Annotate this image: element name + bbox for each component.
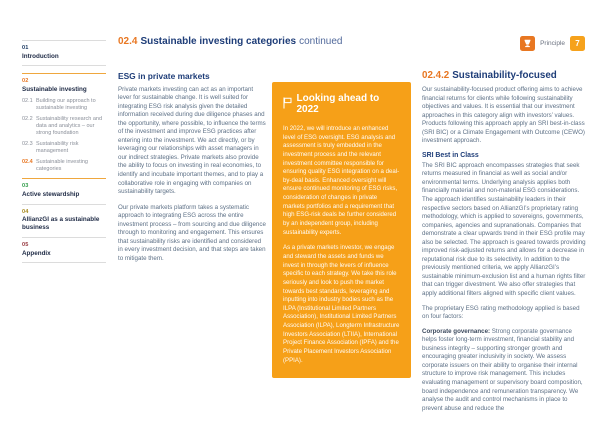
sidebar-subitem-risk-management[interactable] — [22, 141, 106, 156]
sidebar-item-appendix[interactable] — [22, 238, 106, 262]
sidebar-subitem-research-data[interactable] — [22, 116, 106, 138]
page-title-suffix: continued — [299, 36, 343, 47]
page-title — [118, 36, 342, 47]
sustainability-focused-section — [422, 70, 586, 419]
section-number: 01 — [22, 45, 29, 51]
section-label: Introduction — [22, 52, 59, 60]
callout-header — [283, 93, 400, 115]
subsection-label: Sustainability research and data and analytics – our strong foundation — [36, 115, 103, 137]
sri-best-in-class-heading: SRI Best in Class — [422, 151, 479, 159]
principle-number-badge: 7 — [570, 36, 585, 51]
subsection-number: 02.3 — [22, 140, 33, 147]
corporate-governance-lead: Corporate governance: — [422, 327, 491, 335]
sidebar-item-sustainable-investing[interactable] — [22, 74, 106, 178]
section-label: Active stewardship — [22, 190, 80, 198]
page-title-text: Sustainable investing categories — [140, 36, 297, 47]
esg-private-markets-section — [118, 71, 266, 270]
sidebar-item-introduction[interactable] — [22, 41, 106, 65]
divider — [22, 262, 106, 263]
subsection-heading-number: 02.4.2 — [422, 70, 450, 81]
principle-badge — [520, 36, 585, 51]
spacer — [22, 66, 106, 73]
sustainability-focused-intro: Our sustainability-focused product offering aims to achieve financial returns for clients while following sustainability objectives and values. It is essential that our investment approaches in this category align with investors’ values. Products following this approach apply an SRI best-in-class (SRI BIC) or a Climate Engagement with Outcome (CEWO) investment approach. — [422, 86, 585, 145]
corporate-governance-paragraph — [422, 328, 586, 413]
section-label: Appendix — [22, 249, 51, 257]
section-number: 02 — [22, 78, 29, 85]
toc-sidebar — [22, 40, 106, 263]
subsection-number: 02.2 — [22, 115, 33, 122]
principle-icon — [520, 36, 535, 51]
section-number: 04 — [22, 208, 29, 215]
subsection-list — [22, 98, 106, 174]
callout-title: Looking ahead to 2022 — [296, 93, 380, 115]
section-number: 05 — [22, 242, 29, 249]
section-number: 03 — [22, 183, 29, 190]
corporate-governance-text: Strong corporate governance helps foster long-term investment, financial stability and business integrity – supporting stronger growth and encouraging greater inclusivity in society. We assess corporate issuers on their ability to organise their internal structure to improve risk management. This includes evaluating management or supervisory board composition, board independence and remuneration transparency. We analyse the audit and control mechanisms in place to prevent abuse and reduce the — [422, 327, 583, 412]
sustainability-focused-heading — [422, 70, 586, 81]
subsection-number: 02.1 — [22, 97, 33, 104]
callout-paragraph: As a private markets investor, we engage and steward the assets and funds we invest in through the levers of influence specific to each strategy. We take this role seriously and look to push the market towards best standards, leveraging and inputting into industry bodies such as the ILPA (Institutional Limited Partners Association), Institutional Limited Partners Association (ILPA), Longterm Infrastructure Investors Association (LTIIA), International Project Finance Association (IPFA) and the Private Placement Investors Association (PPIA). — [283, 244, 400, 364]
section-label: AllianzGI as a sustainable business — [22, 216, 100, 232]
subsection-label: Sustainability risk management — [36, 140, 79, 155]
sidebar-subitem-building-approach[interactable] — [22, 98, 106, 113]
sidebar-item-sustainable-business[interactable] — [22, 205, 106, 237]
sidebar-subitem-investing-categories-current[interactable] — [22, 159, 106, 174]
section-label: Sustainable investing — [22, 85, 87, 93]
esg-private-markets-heading: ESG in private markets — [118, 71, 210, 81]
esg-private-markets-paragraph: Private markets investing can act as an important lever for sustainable change. It is well suited for integrating ESG risk analysis given the detailed information received during due diligence phases and the opportunity, where possible, to influence the terms of the investment and improve ESG practices after entering into the investment. We act directly, or by leveraging our relationships with asset managers in our indirect strategies. Private markets also provide the ability to focus on investing in real economies, to identify and incubate important themes, and to play a collaborative role in engaging with companies on sustainability targets. — [118, 85, 266, 196]
subsection-number: 02.4 — [22, 158, 33, 165]
rating-factors-intro: The proprietary ESG rating methodology applied is based on four factors: — [422, 304, 580, 321]
flag-icon — [283, 97, 292, 112]
sri-best-in-class-paragraph: The SRI BIC approach encompasses strategies that seek returns measured in financial as well as social and/or environmental terms. Underlying analysis applies both financially material and non-material ESG considerations. The approach identifies sustainability leaders in their respective sectors based on AllianzGI’s proprietary rating methodology, which is applied to sovereigns, governments, companies, agencies and supranationals. Companies that demonstrate a clear upwards trend in their ESG profile may also be selected. The approach is geared towards providing improved risk-adjusted returns and allows for a decrease in reputational risk due to its selectivity. In addition to the previously mentioned criteria, we apply AllianzGI’s sustainable minimum-exclusion list and a human rights filter that can trigger divestment. We also offer strategies that apply additional filters aligned with specific client values. — [422, 161, 586, 298]
callout-paragraph: In 2022, we will introduce an enhanced level of ESG oversight. ESG analysis and assessment is truly embedded in the investment process and the relevant investment committee responsible for ensuring quality ESG integration on a deal-by-deal basis. Enhanced oversight will ensure continued monitoring of ESG risks, consideration of changes in private markets portfolios and a requirement that high ESG-risk deals be further considered by an independent group, including sustainability experts. — [283, 125, 400, 236]
subsection-label: Building our approach to sustainable investing — [36, 97, 96, 111]
looking-ahead-callout — [272, 82, 411, 378]
subsection-heading-text: Sustainability-focused — [452, 70, 557, 81]
subsection-label: Sustainable investing categories — [36, 158, 88, 173]
principle-label: Principle — [540, 40, 565, 47]
sidebar-item-active-stewardship[interactable] — [22, 179, 106, 203]
page-title-number: 02.4 — [118, 36, 138, 47]
esg-private-markets-paragraph: Our private markets platform takes a systematic approach to integrating ESG across the entire investment process – from sourcing and due diligence through to monitoring and engagement. This ensures that sustainability risks are identified and considered in every investment decision, and that steps are taken to mitigate them. — [118, 203, 266, 262]
